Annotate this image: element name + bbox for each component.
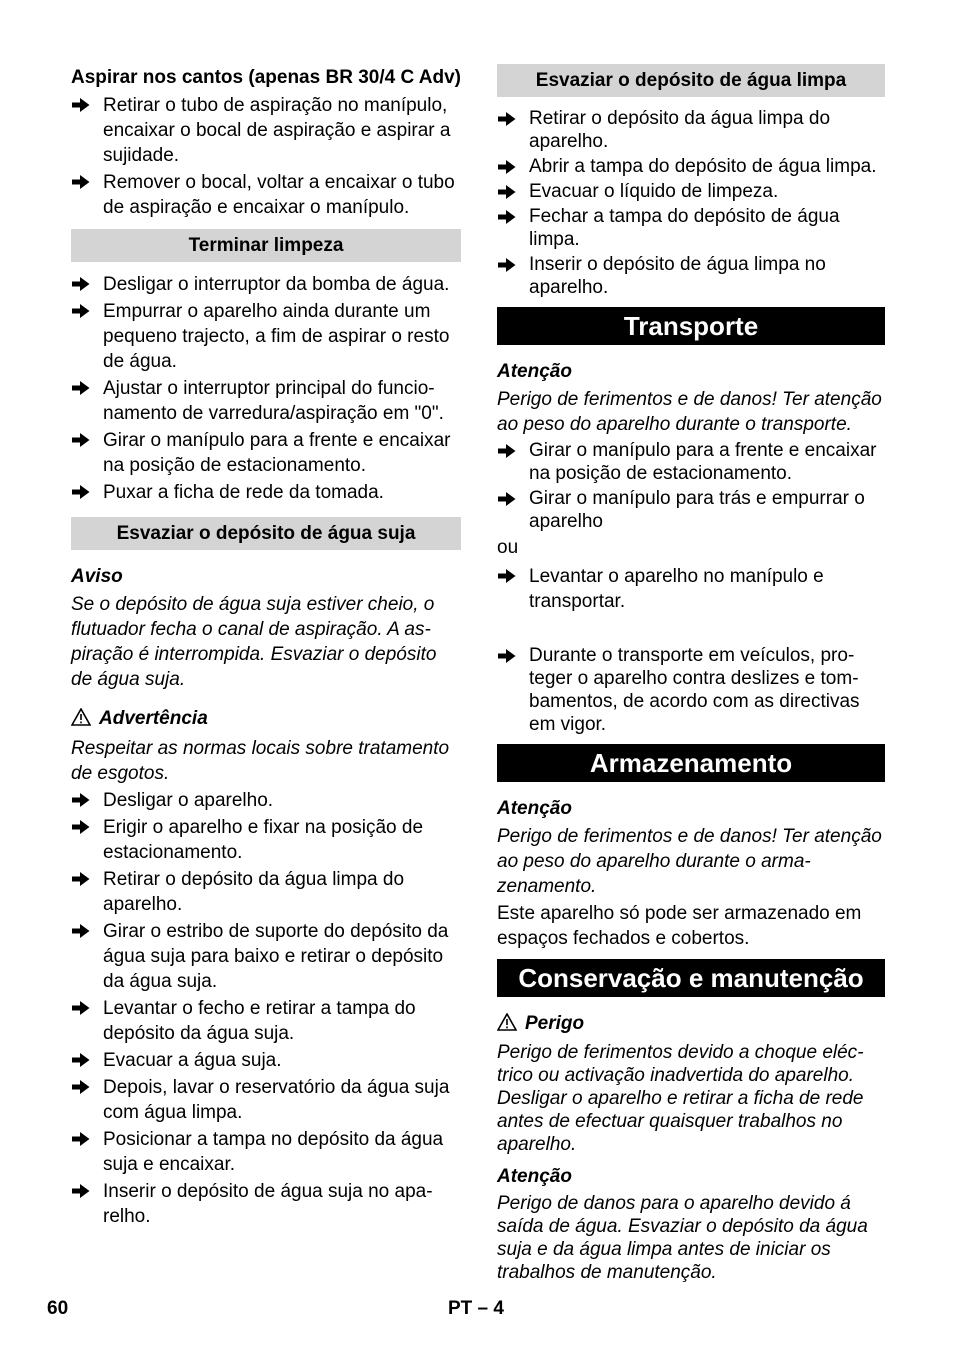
- list-item: [497, 644, 885, 736]
- page-number: 60: [47, 1298, 69, 1319]
- arrow-right-icon: [71, 93, 103, 115]
- language-page-label: PT – 4: [448, 1298, 504, 1319]
- transport-steps-a: [497, 439, 885, 533]
- arrow-right-icon: [497, 564, 529, 586]
- warning-triangle-icon: [71, 708, 91, 733]
- list-item: [497, 155, 885, 178]
- list-item: [71, 788, 461, 813]
- transport-heading: Transporte: [497, 307, 885, 345]
- list-item: [71, 299, 461, 374]
- arrow-right-icon: [71, 1048, 103, 1070]
- storage-caution-title: Atenção: [497, 798, 572, 819]
- list-item: [71, 867, 461, 917]
- warning-title: Advertência: [99, 708, 208, 729]
- arrow-right-icon: [71, 299, 103, 321]
- list-item: [497, 564, 885, 614]
- finish-cleaning-steps: [71, 272, 461, 505]
- list-item: [71, 996, 461, 1046]
- list-item-text: Girar o manípulo para a frente e encaixar na posição de estacionamento.: [529, 440, 877, 484]
- list-item-text: Levantar o fecho e retirar a tampa do depósito da água suja.: [103, 998, 416, 1044]
- list-item: [71, 1179, 461, 1229]
- arrow-right-icon: [497, 644, 529, 666]
- list-item: [71, 919, 461, 994]
- list-item-text: Retirar o depósito da água limpa do aparelho.: [103, 869, 405, 915]
- maintenance-caution-body: Perigo de danos para o aparelho devido á saída de água. Esvaziar o depósito da água suja e da água limpa antes de iniciar os trabalhos de manutenção.: [497, 1193, 868, 1283]
- arrow-right-icon: [497, 205, 529, 227]
- arrow-right-icon: [497, 107, 529, 129]
- list-item-text: Girar o manípulo para trás e empurrar o aparelho: [529, 488, 865, 532]
- arrow-right-icon: [71, 996, 103, 1018]
- list-item-text: Retirar o depósito da água limpa do aparelho.: [529, 108, 831, 152]
- empty-clean-tank-steps: [497, 107, 885, 299]
- list-item-text: Evacuar a água suja.: [103, 1050, 282, 1071]
- list-item: [71, 815, 461, 865]
- transport-steps-b: [497, 564, 885, 614]
- spacer: [497, 616, 885, 644]
- list-item-text: Desligar o interruptor da bomba de água.: [103, 274, 450, 295]
- list-item-text: Desligar o aparelho.: [103, 790, 274, 811]
- danger-body: Perigo de ferimentos devido a choque eléctrico ou activação inadvertida do aparelho. Desligar o aparelho e retirar a ficha de rede antes de efectuar quaisquer trabalhos no aparelho.: [497, 1042, 864, 1155]
- arrow-right-icon: [497, 487, 529, 509]
- list-item-text: Remover o bocal, voltar a encaixar o tubo de aspiração e encaixar o manípulo.: [103, 172, 455, 218]
- list-item-text: Inserir o depósito de água limpa no aparelho.: [529, 254, 826, 298]
- arrow-right-icon: [71, 376, 103, 398]
- maintenance-heading: Conservação e manutenção: [497, 959, 885, 997]
- list-item-text: Inserir o depósito de água suja no aparelho.: [103, 1181, 433, 1227]
- list-item-text: Girar o manípulo para a frente e encaixar na posição de estacionamento.: [103, 430, 451, 476]
- empty-dirty-tank-heading: Esvaziar o depósito de água suja: [71, 517, 461, 550]
- arrow-right-icon: [497, 253, 529, 275]
- finish-cleaning-heading: Terminar limpeza: [71, 229, 461, 262]
- list-item: [497, 205, 885, 251]
- empty-dirty-tank-steps: [71, 788, 461, 1229]
- list-item: [71, 272, 461, 297]
- list-item-text: Durante o transporte em veículos, proteger o aparelho contra deslizes e tombamentos, de acordo com as directivas em vigor.: [529, 645, 860, 735]
- list-item-text: Fechar a tampa do depósito de água limpa.: [529, 206, 840, 250]
- list-item-text: Depois, lavar o reservatório da água suja com água limpa.: [103, 1077, 450, 1123]
- warning-body: Respeitar as normas locais sobre tratamento de esgotos.: [71, 738, 450, 784]
- arrow-right-icon: [71, 867, 103, 889]
- storage-heading: Armazenamento: [497, 744, 885, 782]
- list-item-text: Abrir a tampa do depósito de água limpa.: [529, 156, 877, 177]
- storage-caution-body: Perigo de ferimentos e de danos! Ter atenção ao peso do aparelho durante o armazenamento.: [497, 826, 882, 897]
- arrow-right-icon: [71, 428, 103, 450]
- danger-title: Perigo: [525, 1013, 585, 1034]
- transport-caution-body: Perigo de ferimentos e de danos! Ter atenção ao peso do aparelho durante o transporte.: [497, 389, 882, 435]
- list-item-text: Erigir o aparelho e fixar na posição de estacionamento.: [103, 817, 424, 863]
- warning-title-row: [71, 706, 461, 733]
- or-label: ou: [497, 537, 519, 558]
- arrow-right-icon: [497, 155, 529, 177]
- list-item-text: Puxar a ficha de rede da tomada.: [103, 482, 384, 503]
- list-item-text: Levantar o aparelho no manípulo e transportar.: [529, 566, 824, 612]
- arrow-right-icon: [71, 815, 103, 837]
- right-column: [497, 62, 885, 1286]
- list-item: [71, 170, 461, 220]
- transport-caution-title: Atenção: [497, 361, 572, 382]
- list-item-text: Retirar o tubo de aspiração no manípulo, encaixar o bocal de aspiração e aspirar a sujidade.: [103, 95, 451, 166]
- list-item-text: Posicionar a tampa no depósito da água suja e encaixar.: [103, 1129, 444, 1175]
- list-item: [71, 376, 461, 426]
- arrow-right-icon: [71, 1179, 103, 1201]
- list-item: [71, 1048, 461, 1073]
- corner-vacuum-heading: Aspirar nos cantos (apenas BR 30/4 C Adv): [71, 67, 461, 88]
- list-item-text: Empurrar o aparelho ainda durante um pequeno trajecto, a fim de aspirar o resto de água.: [103, 301, 450, 372]
- arrow-right-icon: [71, 919, 103, 941]
- corner-vacuum-steps: [71, 93, 461, 220]
- list-item: [71, 1075, 461, 1125]
- list-item: [497, 487, 885, 533]
- list-item-text: Girar o estribo de suporte do depósito da água suja para baixo e retirar o depósito da água suja.: [103, 921, 449, 992]
- notice-body: Se o depósito de água suja estiver cheio, o flutuador fecha o canal de aspiração. A aspiração é interrompida. Esvaziar o depósito de água suja.: [71, 594, 437, 690]
- arrow-right-icon: [71, 480, 103, 502]
- arrow-right-icon: [497, 439, 529, 461]
- list-item: [497, 107, 885, 153]
- arrow-right-icon: [497, 180, 529, 202]
- arrow-right-icon: [71, 170, 103, 192]
- list-item: [71, 1127, 461, 1177]
- danger-triangle-icon: [497, 1013, 517, 1038]
- list-item: [71, 93, 461, 168]
- left-column: [71, 62, 461, 1231]
- list-item: [497, 180, 885, 203]
- arrow-right-icon: [71, 1127, 103, 1149]
- maintenance-caution-title: Atenção: [497, 1166, 572, 1187]
- empty-clean-tank-heading: Esvaziar o depósito de água limpa: [497, 64, 885, 97]
- arrow-right-icon: [71, 272, 103, 294]
- arrow-right-icon: [71, 788, 103, 810]
- list-item: [497, 439, 885, 485]
- list-item-text: Ajustar o interruptor principal do funcionamento de varredura/aspiração em "0".: [103, 378, 444, 424]
- list-item: [71, 480, 461, 505]
- list-item-text: Evacuar o líquido de limpeza.: [529, 181, 779, 202]
- list-item: [71, 428, 461, 478]
- transport-steps-c: [497, 644, 885, 736]
- danger-title-row: [497, 1011, 885, 1038]
- storage-text: Este aparelho só pode ser armazenado em espaços fechados e cobertos.: [497, 903, 862, 949]
- list-item: [497, 253, 885, 299]
- arrow-right-icon: [71, 1075, 103, 1097]
- notice-title: Aviso: [71, 566, 123, 587]
